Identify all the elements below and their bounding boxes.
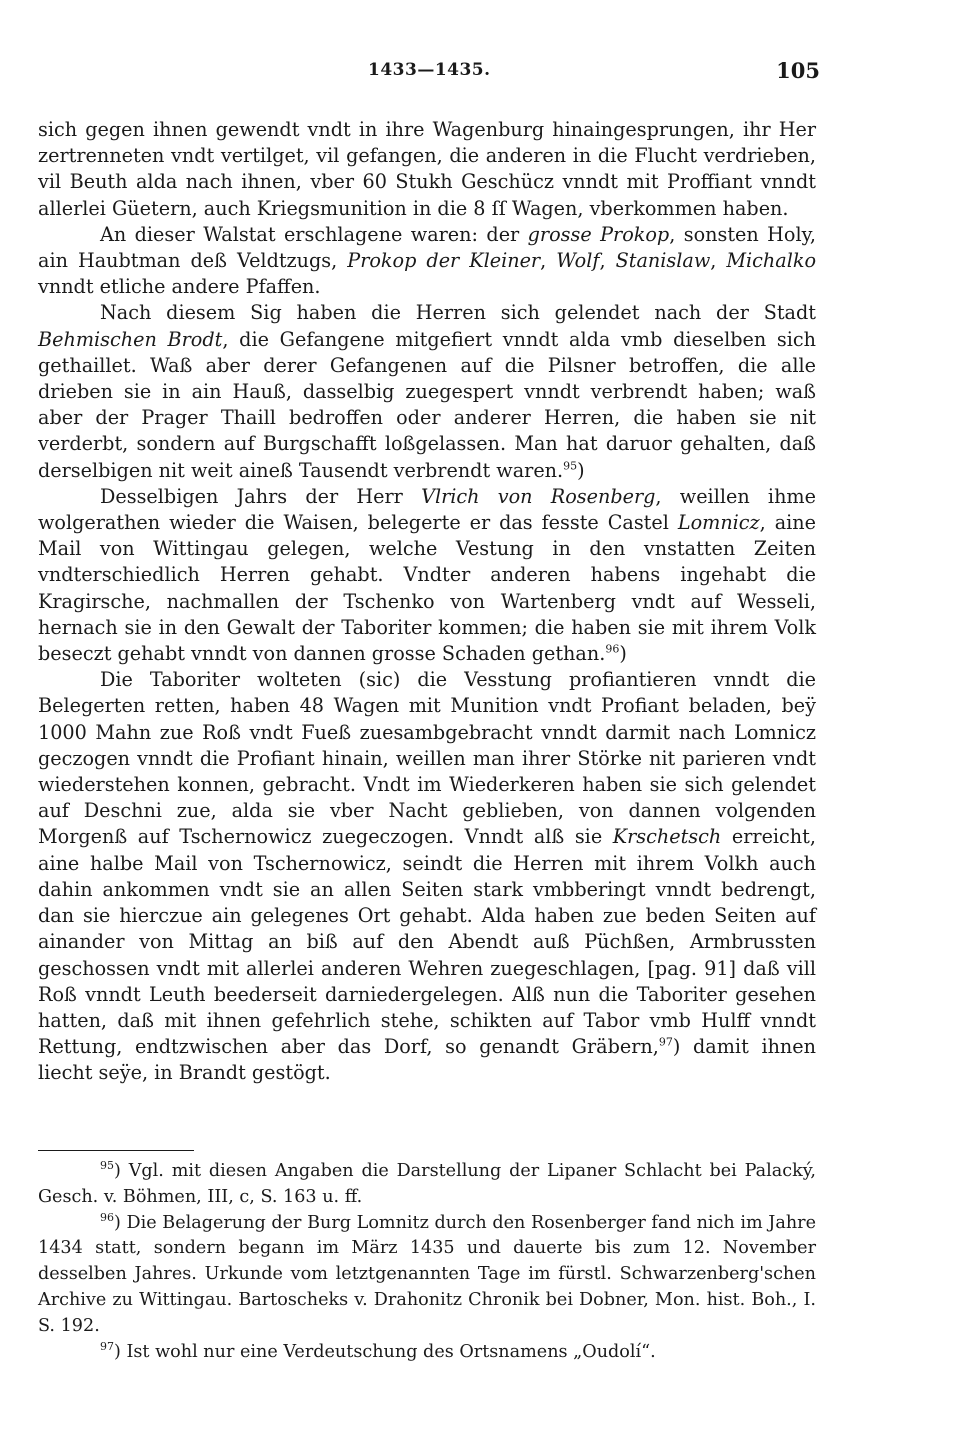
text-run: sich gegen ihnen gewendt vndt in ihre Wagenburg hinaingesprungen, ihr Her zertrenneten vndt vertilget, vil gefangen, die anderen in die Flucht verdrieben, vil Beuth alda nach ihnen, vber 60 Stukh Geschücz vnndt mit Proffiant vnndt allerlei Güetern, auch Kriegsmunition in die 8 ſſ Wagen, vberkommen haben. [38,118,816,220]
paragraph [38,117,816,222]
footnote [38,1159,816,1211]
text-run: Nach diesem Sig haben die Herren sich gelendet nach der Stadt [100,301,816,325]
text-run: , aine Mail von Wittingau gelegen, welche Vestung in den vnstatten Zeiten vndterschiedlich Herren gehabt. Vndter anderen habens ingehabt die Kragirsche, nachmallen der Tschenko von Wartenberg vndt auf Wesseli, hernach sie in den Gewalt der Taboriter kommen; die haben sie mit ihrem Volk beseczt gehabt vnndt von dannen grosse Schaden gethan. [38,511,816,666]
italic-name: Vlrich von Rosenberg [421,484,656,508]
footnotes [38,1159,816,1365]
main-text [38,117,816,1087]
footnote [38,1211,816,1340]
text-run: ) Ist wohl nur eine Verdeutschung des Ortsnamens „Oudolí“. [114,1341,656,1362]
text-run: An dieser Walstat erschlagene waren: der [100,222,528,246]
text-run: , [540,249,557,273]
italic-name: Behmischen Brodt [38,327,223,351]
page-number: 105 [776,58,820,83]
italic-name: Stanislaw [615,249,711,273]
text-run: erreicht, aine halbe Mail von Tschernowicz, seindt die Herren mit ihrem Volkh auch dahin ankommen vndt sie an allen Seiten stark vmbberingt vnndt bedrengt, dan sie hierczue ain gelegenes Ort gehabt. Alda haben zue beden Seiten auf ainander von Mittag an biß auf den Abendt auß Püchßen, Armbrussten geschossen vndt mit allerlei anderen Wehren zuegeschlagen, [pag. 91] daß vill Roß vnndt Leuth beederseit darniedergelegen. Alß nun die Taboriter gesehen hatten, daß mit ihnen gefehrlich stehe, schikten auf Tabor vmb Hulff vnndt Rettung, endtzwischen aber das Dorf, so genandt Gräbern, [38,825,816,1059]
text-run: Desselbigen Jahrs der Herr [100,484,422,508]
paragraph [38,222,816,301]
text-run: ) Vgl. mit diesen Angaben die Darstellung der Lipaner Schlacht bei Palacký, Gesch. v. Böhmen, III, c, S. 163 u. ff. [38,1161,816,1207]
text-run: ) [577,458,585,482]
text-run: vnndt etliche andere Pfaffen. [38,275,321,299]
italic-name: grosse Prokop [527,222,670,246]
page-header [38,58,820,88]
italic-name: Prokop der Kleiner [347,249,541,273]
paragraph [38,667,816,1086]
text-run: , die Gefangene mitgefiert vnndt alda vmb dieselben sich gethaillet. Waß aber derer Gefangenen auf die Pilsner betroffen, die alle drieben sie in ain Hauß, dasselbig zuegespert vnndt verbrendt haben; waß aber der Prager Thaill bedroffen oder anderer Herren, die haben sie nit verderbt, sondern auf Burgschafft loßgelassen. Man hat daruor gehalten, daß derselbigen nit weit aineß Tausendt verbrendt waren. [38,327,817,482]
text-run: Die Taboriter wolteten (sic) die Vesstung profiantieren vnndt die Belegerten retten, haben 48 Wagen mit Munition vndt Profiant beladen, beÿ 1000 Mahn zue Roß vndt Fueß zuesambgebracht vnndt darmit nach Lomnicz geczogen vnndt die Profiant hinain, weillen man ihrer Störke nit parieren vndt wiederstehen konnen, gebracht. Vndt im Wiederkeren haben sie sich gelendet auf Deschni zue, alda sie vber Nacht geblieben, von dannen volgenden Morgenß auf Tschernowicz zuegeczogen. Vnndt alß sie [38,668,816,849]
text-run: , weillen ihme wolgerathen wieder die Waisen, belegerte er das fesste Castel [38,484,816,535]
italic-name: Lomnicz [677,511,760,535]
footnote-separator [38,1150,194,1151]
footnote-marker: 96 [605,642,620,656]
footnote-marker: 95 [563,459,578,473]
text-run: , sonsten Holy, ain Haubtman deß Veldtzugs, [38,222,816,273]
text-run: , [710,249,727,273]
text-run: , [599,249,616,273]
footnote [38,1340,816,1366]
italic-name: Krschetsch [612,825,722,849]
text-run: ) damit ihnen liecht seÿe, in Brandt gestögt. [38,1035,817,1085]
text-run: ) [619,642,627,666]
running-head: 1433—1435. [368,60,491,80]
italic-name: Wolf [556,249,600,273]
footnote-marker: 96 [100,1210,114,1224]
footnote-marker: 97 [100,1339,114,1353]
footnote-marker: 97 [658,1035,673,1049]
text-run: ) Die Belagerung der Burg Lomnitz durch den Rosenberger fand nich im Jahre 1434 statt, sondern begann im März 1435 und dauerte bis zum 12. November desselben Jahres. Urkunde vom letztgenannten Tage im fürstl. Schwarzenberg'schen Archive zu Wittingau. Bartoscheks v. Drahonitz Chronik bei Dobner, Mon. hist. Boh., I. S. 192. [38,1212,816,1336]
italic-name: Michalko [726,249,817,273]
paragraph [38,484,816,667]
footnote-marker: 95 [100,1159,114,1173]
paragraph [38,300,816,483]
